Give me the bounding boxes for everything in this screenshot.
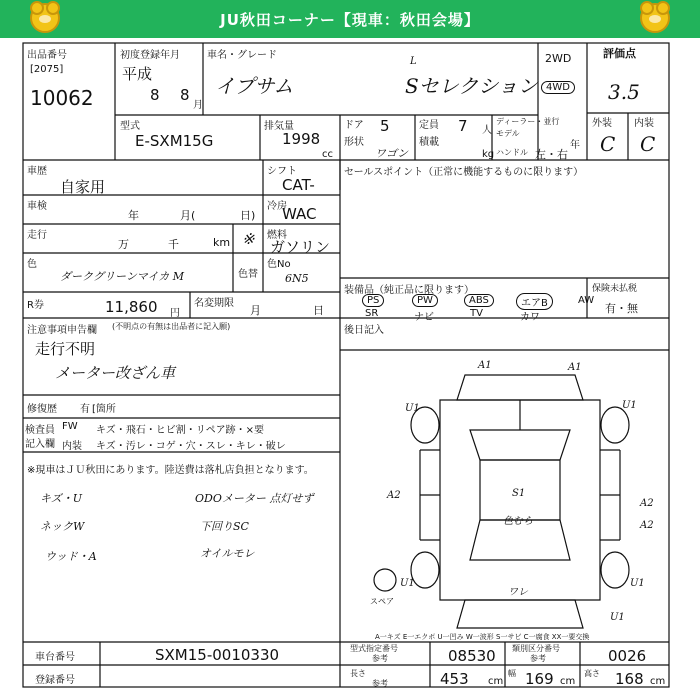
model-value: E-SXM15G (135, 132, 214, 150)
car-name: イプサム (215, 74, 294, 98)
history-value: 自家用 (60, 178, 106, 196)
aircon-label: 冷房 (267, 201, 287, 212)
inspector-note-left2: ネックW (40, 520, 85, 533)
model-year-label: モデル (496, 129, 520, 138)
displacement-label: 排気量 (264, 121, 294, 132)
shift-value: CAT- (282, 176, 315, 194)
model-year-unit: 年 (570, 140, 580, 151)
inspector-note-mid2: 下回りSC (200, 520, 249, 533)
lot-number: 10062 (30, 86, 94, 110)
equip-sr: SR (365, 308, 379, 319)
color-change-label: 色替 (238, 269, 258, 280)
inspection-label: 車検 (27, 201, 47, 212)
equip-leather: カワ (520, 312, 540, 323)
mileage-unit: km (213, 236, 231, 249)
mileage-label: 走行 (27, 230, 47, 241)
type-code-v2: 0026 (608, 647, 647, 665)
name-change-label: 名変期限 (194, 298, 234, 309)
inspection-day: 日) (240, 209, 256, 222)
after-sale-label: 後日記入 (344, 325, 384, 336)
handle-value: 左・右 (535, 148, 568, 161)
length-ref: 参考 (372, 679, 388, 688)
registration-label: 初度登録年月 (120, 50, 180, 61)
inspection-marks-row1: 検査員 (25, 425, 55, 436)
score-value: 3.5 (608, 80, 640, 104)
equip-ps-wrap (362, 293, 384, 307)
equip-pw-wrap (412, 293, 438, 307)
history-label: 車歴 (27, 166, 47, 177)
inspector-note-mid1: ODOメーター 点灯せず (195, 492, 314, 505)
notes-line1: 走行不明 (35, 340, 96, 358)
name-change-month: 月 (250, 304, 261, 317)
color-label: 色 (27, 259, 37, 270)
load-unit: kg (482, 149, 495, 160)
form-label: 形状 (344, 137, 364, 148)
warning-text: ※現車はＪＵ秋田にあります。陸送費は落札店負担となります。 (27, 465, 314, 476)
car-grade-mark: L (410, 56, 417, 67)
width-label: 幅 (508, 669, 516, 678)
diagram-note-u1-left: U1 (405, 403, 420, 414)
inspector-note-mid3: オイルモレ (200, 547, 255, 560)
diagram-legend: A一キズ E一エクボ U一凹み W一波形 S一サビ C一腐食 XX一要交換 (375, 633, 590, 641)
diagram-note-u1-right: U1 (622, 400, 637, 411)
type-code-v1: 08530 (448, 647, 496, 665)
color-value: ダークグリーンマイカ M (60, 270, 184, 283)
tax-label: 保険未払税 (592, 284, 638, 294)
header-title: JU秋田コーナー【現車：秋田会場】 (220, 11, 480, 29)
width-unit: cm (560, 676, 576, 687)
shift-label: シフト (267, 166, 297, 177)
notes-hint: (不明点の有無は出品者に記入願) (112, 322, 231, 331)
equipment-label: 装備品（純正品に限ります） (344, 285, 474, 296)
equip-tv: TV (470, 308, 483, 319)
mileage-man: 万 (118, 238, 129, 251)
type-code-label2: 類別区分番号 (512, 644, 560, 653)
drive-4wd-wrap (541, 80, 575, 94)
diagram-note-s1: S1 (512, 488, 526, 499)
equip-ps: PS (362, 294, 384, 307)
type-code-label1: 型式指定番号 (350, 644, 398, 653)
registration-era: 平成 (122, 65, 153, 83)
equip-aw: AW (578, 295, 595, 306)
lot-small: [2075] (30, 64, 64, 75)
diagram-note-spare: スペア (370, 597, 394, 606)
inspection-year: 年 (128, 209, 139, 222)
dealer-label: ディーラー・並行 (496, 117, 560, 126)
length-value: 453 (440, 670, 469, 688)
diagram-note-crack: ワレ (508, 587, 528, 598)
recycle-value: 11,860 (105, 298, 158, 316)
model-label: 型式 (120, 121, 140, 132)
drive-2wd: 2WD (545, 52, 572, 65)
height-label: 高さ (584, 669, 600, 678)
sales-point-label: セールスポイント（正常に機能するものに限ります） (344, 167, 584, 178)
capacity-unit: 人 (482, 125, 492, 136)
equip-airbag: エアB (516, 293, 553, 310)
tax-value: 有・無 (605, 302, 638, 315)
diagram-note-u1-rear-left: U1 (400, 578, 415, 589)
repair-label: 修復歴 (27, 404, 57, 415)
inspection-month: 月( (180, 209, 196, 222)
repair-place: [箇所 (92, 404, 116, 415)
inspector-note-left3: ウッド・A (45, 550, 97, 563)
equip-pw: PW (412, 294, 438, 307)
mileage-sen: 千 (168, 238, 179, 251)
height-unit: cm (650, 676, 666, 687)
inspector-note-left1: キズ・U (40, 492, 83, 505)
diagram-note-a1-front-right: A1 (568, 362, 582, 373)
length-label: 長さ (350, 669, 366, 678)
score-label: 評価点 (603, 47, 636, 60)
score-int-label: 内装 (634, 118, 654, 129)
handle-label: ハンドル (496, 148, 528, 157)
notes-line2: メーター改ざん車 (55, 364, 176, 382)
inspection-marks-row2: 記入欄 (25, 439, 55, 450)
score-int: C (640, 132, 656, 156)
capacity-label: 定員 (419, 120, 439, 131)
aircon-value: WAC (282, 205, 317, 223)
diagram-note-u1-rear-right: U1 (630, 578, 645, 589)
chassis-value: SXM15-0010330 (155, 646, 280, 664)
chassis-label: 車台番号 (35, 652, 75, 663)
recycle-unit: 円 (170, 308, 180, 319)
equip-abs-wrap (464, 293, 494, 307)
displacement-unit: cc (322, 149, 333, 160)
diagram-note-a2-right2: A2 (640, 520, 654, 531)
width-value: 169 (525, 670, 554, 688)
name-change-day: 日 (313, 304, 324, 317)
car-grade: Sセレクション (405, 74, 538, 98)
diagram-note-a2-left: A2 (387, 490, 401, 501)
reg-number-label: 登録番号 (35, 675, 75, 686)
car-name-label: 車名・グレード (207, 50, 277, 61)
score-ext: C (600, 132, 616, 156)
lot-label: 出品番号 (27, 50, 67, 61)
load-label: 積載 (419, 137, 439, 148)
length-unit: cm (488, 676, 504, 687)
fuel-value: ガソリン (270, 238, 331, 256)
inspection-int-items: キズ・汚レ・コゲ・穴・スレ・キレ・破レ (96, 441, 286, 452)
diagram-note-a1-front-left: A1 (478, 360, 492, 371)
type-code-ref1: 参考 (372, 654, 388, 663)
repair-value: 有 (80, 404, 90, 415)
diagram-note-a2-right: A2 (640, 498, 654, 509)
equip-navi: ナビ (414, 312, 434, 323)
inspection-ext-label: FW (62, 421, 78, 432)
color-code-label: 色No (267, 259, 291, 270)
recycle-label: R券 (27, 300, 44, 311)
displacement-value: 1998 (282, 130, 321, 148)
score-ext-label: 外装 (592, 118, 612, 129)
registration-year: 8 (150, 86, 160, 104)
inspection-ext-items: キズ・飛石・ヒビ割・リペア跡・×要 (96, 425, 264, 436)
capacity-value: 7 (458, 117, 468, 135)
color-code: 6N5 (285, 272, 309, 285)
doors-value: 5 (380, 117, 390, 135)
drive-4wd: 4WD (541, 81, 575, 94)
doors-label: ドア (344, 120, 364, 131)
inspection-int-label: 内装 (62, 441, 82, 452)
height-value: 168 (615, 670, 644, 688)
registration-month-unit: 月 (193, 100, 203, 111)
registration-month: 8 (180, 86, 190, 104)
diagram-note-color: 色むら (503, 516, 533, 527)
form-value: ワゴン (375, 147, 408, 160)
diagram-note-u1-rear-right2: U1 (610, 612, 625, 623)
equip-abs: ABS (464, 294, 494, 307)
notes-label: 注意事項申告欄 (27, 325, 97, 336)
mileage-mark: ※ (242, 230, 255, 248)
type-code-ref2: 参考 (530, 654, 546, 663)
fuel-label: 燃料 (267, 230, 287, 241)
